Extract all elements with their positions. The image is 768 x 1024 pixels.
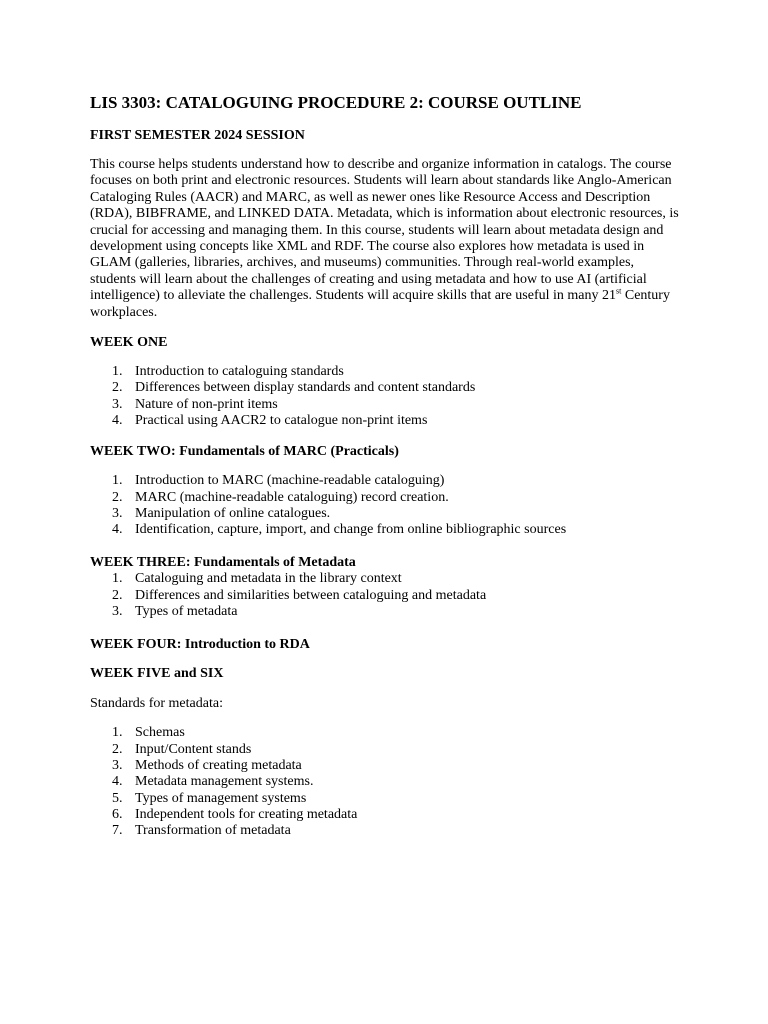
list-number: 2.	[112, 380, 123, 396]
list-number: 2.	[112, 587, 123, 603]
week-three-heading: WEEK THREE: Fundamentals of Metadata	[90, 555, 356, 571]
list-item	[90, 490, 680, 506]
list-item	[90, 506, 680, 522]
week-two-list	[90, 473, 680, 538]
list-item-text: Manipulation of online catalogues.	[135, 505, 331, 521]
list-item	[90, 774, 680, 790]
list-number: 4.	[112, 522, 123, 538]
list-number: 1.	[112, 364, 123, 380]
week-five-six-subheading: Standards for metadata:	[90, 696, 223, 712]
list-item-text: Cataloguing and metadata in the library context	[135, 571, 402, 587]
ordinal-suffix: st	[616, 286, 622, 296]
list-number: 1.	[112, 725, 123, 741]
list-item-text: Metadata management systems.	[135, 774, 314, 790]
week-two-heading: WEEK TWO: Fundamentals of MARC (Practicals)	[90, 444, 399, 460]
list-item-text: MARC (machine-readable cataloguing) record creation.	[135, 489, 449, 505]
list-number: 1.	[112, 473, 123, 489]
list-item-text: Types of management systems	[135, 790, 307, 806]
list-number: 4.	[112, 412, 123, 428]
list-item	[90, 364, 680, 380]
list-item-text: Identification, capture, import, and change from online bibliographic sources	[135, 522, 567, 538]
list-item	[90, 522, 680, 538]
list-item	[90, 397, 680, 413]
list-item-text: Nature of non-print items	[135, 396, 278, 412]
list-item	[90, 823, 680, 839]
course-description-end: Century workplaces.	[90, 288, 670, 320]
week-one-heading: WEEK ONE	[90, 335, 168, 351]
list-item-text: Input/Content stands	[135, 741, 252, 757]
list-number: 7.	[112, 823, 123, 839]
list-item	[90, 758, 680, 774]
list-item	[90, 571, 680, 587]
week-one-list	[90, 364, 680, 429]
list-number: 2.	[112, 489, 123, 505]
session-heading: FIRST SEMESTER 2024 SESSION	[90, 128, 305, 143]
course-description	[90, 157, 680, 321]
list-number: 3.	[112, 505, 123, 521]
week-five-six-heading: WEEK FIVE and SIX	[90, 666, 224, 682]
list-number: 3.	[112, 396, 123, 412]
list-item	[90, 380, 680, 396]
list-item-text: Independent tools for creating metadata	[135, 806, 358, 822]
list-item-text: Transformation of metadata	[135, 823, 291, 839]
list-item	[90, 604, 680, 620]
list-item-text: Practical using AACR2 to catalogue non-print items	[135, 412, 428, 428]
week-three-list	[90, 571, 680, 620]
list-item	[90, 791, 680, 807]
list-item	[90, 588, 680, 604]
list-number: 3.	[112, 757, 123, 773]
list-item	[90, 742, 680, 758]
course-description-text: This course helps students understand how to describe and organize information in catalogs. The course focuses on both print and electronic resources. Students will learn about standards like Anglo-American Cataloging Rules (AACR) and MARC, as well as newer ones like Resource Access and Description (RDA), BIBFRAME, and LINKED DATA. Metadata, which is information about electronic resources, is crucial for accessing and managing them. In this course, students will learn about metadata design and development using concepts like XML and RDF. The course also explores how metadata is used in GLAM (galleries, libraries, archives, and museums) communities. Through real-world examples, students will learn about the challenges of creating and using metadata and how to use AI (artificial intelligence) to alleviate the challenges. Students will acquire skills that are useful in many 21	[90, 157, 679, 304]
list-item	[90, 473, 680, 489]
document-title: LIS 3303: CATALOGUING PROCEDURE 2: COURSE OUTLINE	[90, 93, 582, 112]
list-item-text: Methods of creating metadata	[135, 757, 302, 773]
list-item	[90, 725, 680, 741]
list-number: 4.	[112, 774, 123, 790]
list-number: 1.	[112, 571, 123, 587]
list-item-text: Introduction to cataloguing standards	[135, 364, 344, 380]
list-item	[90, 807, 680, 823]
list-item-text: Types of metadata	[135, 604, 238, 620]
list-item	[90, 413, 680, 429]
week-four-heading: WEEK FOUR: Introduction to RDA	[90, 637, 310, 653]
list-number: 5.	[112, 790, 123, 806]
list-number: 3.	[112, 604, 123, 620]
list-number: 6.	[112, 806, 123, 822]
list-number: 2.	[112, 741, 123, 757]
document-content	[90, 92, 680, 839]
list-item-text: Differences between display standards and content standards	[135, 380, 476, 396]
list-item-text: Differences and similarities between cataloguing and metadata	[135, 587, 487, 603]
week-five-six-list	[90, 725, 680, 839]
list-item-text: Introduction to MARC (machine-readable cataloguing)	[135, 473, 445, 489]
list-item-text: Schemas	[135, 725, 185, 741]
